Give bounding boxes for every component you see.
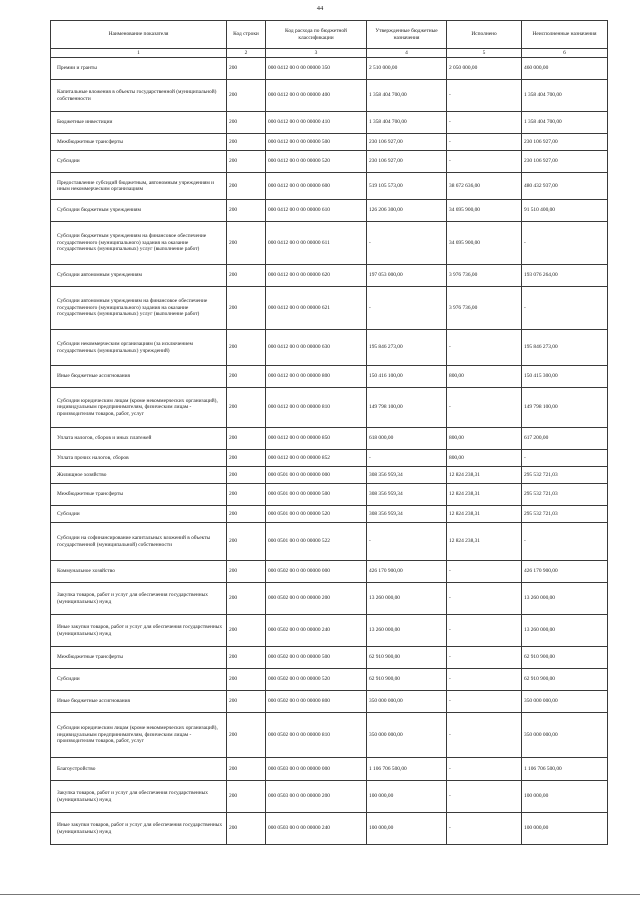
column-number: 1 [51, 49, 227, 58]
cell-line: 200 [227, 758, 266, 781]
table-row [51, 173, 608, 200]
cell-line: 200 [227, 200, 266, 222]
cell-line: 200 [227, 781, 266, 813]
cell-name: Межбюджетные трансферты [51, 647, 227, 669]
cell-approved: 62 910 900,00 [367, 647, 447, 669]
cell-name: Субсидии [51, 506, 227, 523]
cell-executed: - [447, 669, 522, 691]
cell-line: 200 [227, 151, 266, 173]
cell-line: 200 [227, 134, 266, 151]
table-row [51, 287, 608, 330]
cell-code: 000 0412 00 0 00 00000 621 [266, 287, 367, 330]
cell-approved: 1 106 706 500,00 [367, 758, 447, 781]
table-row [51, 615, 608, 647]
column-number: 4 [367, 49, 447, 58]
table-row [51, 691, 608, 713]
cell-line: 200 [227, 450, 266, 467]
column-number: 5 [447, 49, 522, 58]
cell-line: 200 [227, 523, 266, 561]
cell-executed: - [447, 583, 522, 615]
cell-approved: 230 106 927,00 [367, 151, 447, 173]
cell-approved: 197 053 000,00 [367, 265, 447, 287]
table-row [51, 561, 608, 583]
cell-name: Закупка товаров, работ и услуг для обеспечения государственных (муниципальных) нужд [51, 583, 227, 615]
cell-unexecuted: - [522, 523, 608, 561]
cell-approved: 230 106 927,00 [367, 134, 447, 151]
cell-name: Бюджетные инвестиции [51, 112, 227, 134]
cell-executed: 12 824 238,31 [447, 506, 522, 523]
cell-approved: - [367, 287, 447, 330]
cell-name: Субсидии бюджетным учреждениям на финансовое обеспечение государственного (муниципального) задания на оказание государственных (муниципальных) услуг (выполнение работ) [51, 222, 227, 265]
cell-code: 000 0412 00 0 00 00000 800 [266, 366, 367, 388]
table-row [51, 669, 608, 691]
cell-executed: - [447, 691, 522, 713]
table-row [51, 428, 608, 450]
cell-approved: 308 356 959,34 [367, 467, 447, 484]
cell-name: Закупка товаров, работ и услуг для обеспечения государственных (муниципальных) нужд [51, 781, 227, 813]
cell-line: 200 [227, 484, 266, 506]
cell-unexecuted: 150 415 300,00 [522, 366, 608, 388]
table-row [51, 506, 608, 523]
table-row [51, 151, 608, 173]
cell-unexecuted: 62 910 900,00 [522, 669, 608, 691]
cell-name: Премии и гранты [51, 58, 227, 80]
cell-name: Коммунальное хозяйство [51, 561, 227, 583]
table-row [51, 330, 608, 366]
cell-approved: 350 000 000,00 [367, 713, 447, 758]
cell-approved: 150 416 100,00 [367, 366, 447, 388]
column-number: 6 [522, 49, 608, 58]
cell-unexecuted: 195 846 273,00 [522, 330, 608, 366]
cell-line: 200 [227, 691, 266, 713]
cell-executed: - [447, 112, 522, 134]
cell-code: 000 0412 00 0 00 00000 600 [266, 173, 367, 200]
cell-executed: 12 824 238,31 [447, 523, 522, 561]
table-row [51, 200, 608, 222]
cell-executed: 34 695 900,00 [447, 222, 522, 265]
cell-approved: 149 798 100,00 [367, 388, 447, 428]
cell-unexecuted: 230 106 927,00 [522, 151, 608, 173]
table-row [51, 484, 608, 506]
column-number: 3 [266, 49, 367, 58]
cell-line: 200 [227, 647, 266, 669]
cell-approved: 2 510 000,00 [367, 58, 447, 80]
cell-executed: - [447, 134, 522, 151]
cell-code: 000 0501 00 0 00 00000 000 [266, 467, 367, 484]
cell-line: 200 [227, 80, 266, 112]
cell-name: Жилищное хозяйство [51, 467, 227, 484]
cell-line: 200 [227, 58, 266, 80]
cell-line: 200 [227, 583, 266, 615]
cell-code: 000 0501 00 0 00 00000 520 [266, 506, 367, 523]
cell-name: Межбюджетные трансферты [51, 484, 227, 506]
cell-approved: - [367, 450, 447, 467]
cell-executed: 800,00 [447, 428, 522, 450]
cell-code: 000 0503 00 0 00 00000 000 [266, 758, 367, 781]
cell-executed: - [447, 151, 522, 173]
table-row [51, 366, 608, 388]
cell-code: 000 0412 00 0 00 00000 350 [266, 58, 367, 80]
cell-code: 000 0412 00 0 00 00000 611 [266, 222, 367, 265]
cell-approved: 426 170 900,00 [367, 561, 447, 583]
cell-line: 200 [227, 813, 266, 845]
cell-code: 000 0502 00 0 00 00000 500 [266, 647, 367, 669]
cell-code: 000 0412 00 0 00 00000 850 [266, 428, 367, 450]
cell-line: 200 [227, 388, 266, 428]
cell-unexecuted: - [522, 222, 608, 265]
cell-line: 200 [227, 506, 266, 523]
header-expense-code: Код расхода по бюджетной классификации [266, 21, 367, 49]
cell-unexecuted: 193 076 264,00 [522, 265, 608, 287]
table-row [51, 80, 608, 112]
table-row [51, 583, 608, 615]
cell-approved: 13 260 000,00 [367, 615, 447, 647]
cell-line: 200 [227, 669, 266, 691]
table-row [51, 467, 608, 484]
cell-unexecuted: 426 170 900,00 [522, 561, 608, 583]
cell-name: Субсидии [51, 669, 227, 691]
cell-executed: 800,00 [447, 366, 522, 388]
table-row [51, 813, 608, 845]
cell-approved: 195 846 273,00 [367, 330, 447, 366]
table-row [51, 222, 608, 265]
table-row [51, 58, 608, 80]
cell-approved: 100 000,00 [367, 781, 447, 813]
cell-code: 000 0412 00 0 00 00000 630 [266, 330, 367, 366]
cell-line: 200 [227, 265, 266, 287]
cell-unexecuted: 295 532 721,03 [522, 484, 608, 506]
cell-line: 200 [227, 112, 266, 134]
cell-unexecuted: 91 510 400,00 [522, 200, 608, 222]
cell-executed: 38 672 636,00 [447, 173, 522, 200]
cell-line: 200 [227, 366, 266, 388]
column-number-row [51, 49, 608, 58]
header-unexecuted: Неисполненные назначения [522, 21, 608, 49]
cell-name: Субсидии автономным учреждениям [51, 265, 227, 287]
cell-approved: 13 260 000,00 [367, 583, 447, 615]
cell-code: 000 0501 00 0 00 00000 522 [266, 523, 367, 561]
cell-approved: - [367, 523, 447, 561]
cell-line: 200 [227, 615, 266, 647]
cell-code: 000 0502 00 0 00 00000 810 [266, 713, 367, 758]
cell-unexecuted: 1 106 706 500,00 [522, 758, 608, 781]
cell-approved: 1 358 404 700,00 [367, 112, 447, 134]
cell-executed: 3 976 736,00 [447, 265, 522, 287]
cell-executed: - [447, 758, 522, 781]
cell-executed: - [447, 647, 522, 669]
cell-unexecuted: 62 910 900,00 [522, 647, 608, 669]
cell-unexecuted: 100 000,00 [522, 781, 608, 813]
cell-code: 000 0502 00 0 00 00000 240 [266, 615, 367, 647]
cell-unexecuted: - [522, 287, 608, 330]
cell-code: 000 0502 00 0 00 00000 200 [266, 583, 367, 615]
table-row [51, 388, 608, 428]
table-header-row [51, 21, 608, 49]
cell-unexecuted: 1 358 404 700,00 [522, 112, 608, 134]
cell-line: 200 [227, 222, 266, 265]
cell-executed: 12 824 238,31 [447, 484, 522, 506]
cell-executed: 34 695 900,00 [447, 200, 522, 222]
cell-name: Капитальные вложения в объекты государственной (муниципальной) собственности [51, 80, 227, 112]
cell-line: 200 [227, 330, 266, 366]
cell-unexecuted: 350 000 000,00 [522, 713, 608, 758]
cell-executed: - [447, 781, 522, 813]
cell-line: 200 [227, 713, 266, 758]
cell-name: Иные закупки товаров, работ и услуг для обеспечения государственных (муниципальных) нужд [51, 615, 227, 647]
cell-executed: 3 976 736,00 [447, 287, 522, 330]
page-number: 44 [316, 5, 324, 12]
cell-unexecuted: 230 106 927,00 [522, 134, 608, 151]
cell-code: 000 0503 00 0 00 00000 200 [266, 781, 367, 813]
cell-code: 000 0412 00 0 00 00000 400 [266, 80, 367, 112]
cell-name: Уплата налогов, сборов и иных платежей [51, 428, 227, 450]
header-executed: Исполнено [447, 21, 522, 49]
table-body [51, 58, 608, 845]
cell-unexecuted: 13 260 000,00 [522, 583, 608, 615]
cell-name: Субсидии [51, 151, 227, 173]
cell-approved: - [367, 222, 447, 265]
cell-unexecuted: 295 532 721,03 [522, 467, 608, 484]
cell-name: Субсидии бюджетным учреждениям [51, 200, 227, 222]
cell-unexecuted: 480 432 937,00 [522, 173, 608, 200]
cell-name: Иные бюджетные ассигнования [51, 691, 227, 713]
cell-executed: - [447, 388, 522, 428]
cell-executed: 12 824 238,31 [447, 467, 522, 484]
cell-approved: 1 358 404 700,00 [367, 80, 447, 112]
cell-name: Субсидии юридическим лицам (кроме некоммерческих организаций), индивидуальным предпринимателям, физическим лицам - производителям товаров, работ, услуг [51, 713, 227, 758]
cell-name: Иные бюджетные ассигнования [51, 366, 227, 388]
cell-name: Благоустройство [51, 758, 227, 781]
cell-approved: 126 206 300,00 [367, 200, 447, 222]
cell-unexecuted: 617 200,00 [522, 428, 608, 450]
cell-code: 000 0502 00 0 00 00000 520 [266, 669, 367, 691]
cell-code: 000 0502 00 0 00 00000 000 [266, 561, 367, 583]
cell-code: 000 0412 00 0 00 00000 520 [266, 151, 367, 173]
cell-line: 200 [227, 173, 266, 200]
cell-approved: 100 000,00 [367, 813, 447, 845]
table-row [51, 265, 608, 287]
cell-unexecuted: 350 000 000,00 [522, 691, 608, 713]
cell-name: Уплата прочих налогов, сборов [51, 450, 227, 467]
table-row [51, 781, 608, 813]
budget-execution-table [50, 20, 608, 845]
table-row [51, 450, 608, 467]
cell-executed: - [447, 80, 522, 112]
cell-unexecuted: 295 532 721,03 [522, 506, 608, 523]
cell-code: 000 0412 00 0 00 00000 610 [266, 200, 367, 222]
cell-executed: - [447, 813, 522, 845]
header-line-code: Код строки [227, 21, 266, 49]
cell-unexecuted: 460 000,00 [522, 58, 608, 80]
cell-code: 000 0503 00 0 00 00000 240 [266, 813, 367, 845]
table-row [51, 523, 608, 561]
cell-unexecuted: 149 798 100,00 [522, 388, 608, 428]
cell-executed: - [447, 713, 522, 758]
header-indicator-name: Наименование показателя [51, 21, 227, 49]
cell-name: Субсидии на софинансирование капитальных вложений в объекты государственной (муниципальной) собственности [51, 523, 227, 561]
cell-approved: 308 356 959,34 [367, 484, 447, 506]
cell-name: Субсидии автономным учреждениям на финансовое обеспечение государственного (муниципального) задания на оказание государственных (муниципальных) услуг (выполнение работ) [51, 287, 227, 330]
cell-executed: - [447, 561, 522, 583]
cell-code: 000 0502 00 0 00 00000 800 [266, 691, 367, 713]
cell-line: 200 [227, 428, 266, 450]
cell-line: 200 [227, 287, 266, 330]
cell-approved: 62 910 900,00 [367, 669, 447, 691]
cell-executed: - [447, 615, 522, 647]
header-approved: Утвержденные бюджетные назначения [367, 21, 447, 49]
cell-line: 200 [227, 467, 266, 484]
cell-code: 000 0412 00 0 00 00000 620 [266, 265, 367, 287]
cell-code: 000 0412 00 0 00 00000 410 [266, 112, 367, 134]
cell-unexecuted: - [522, 450, 608, 467]
cell-name: Межбюджетные трансферты [51, 134, 227, 151]
cell-approved: 519 105 573,00 [367, 173, 447, 200]
cell-line: 200 [227, 561, 266, 583]
cell-name: Субсидии юридическим лицам (кроме некоммерческих организаций), индивидуальным предпринимателям, физическим лицам - производителям товаров, работ, услуг [51, 388, 227, 428]
cell-code: 000 0412 00 0 00 00000 810 [266, 388, 367, 428]
table-row [51, 134, 608, 151]
cell-executed: 2 050 000,00 [447, 58, 522, 80]
table-row [51, 112, 608, 134]
table-row [51, 758, 608, 781]
cell-code: 000 0412 00 0 00 00000 852 [266, 450, 367, 467]
cell-approved: 350 000 000,00 [367, 691, 447, 713]
cell-name: Субсидии некоммерческим организациям (за исключением государственных (муниципальных) учреждений) [51, 330, 227, 366]
cell-name: Предоставление субсидий бюджетным, автономным учреждениям и иным некоммерческим организациям [51, 173, 227, 200]
cell-unexecuted: 13 260 000,00 [522, 615, 608, 647]
page-bottom-rule [0, 894, 640, 895]
cell-code: 000 0501 00 0 00 00000 500 [266, 484, 367, 506]
cell-executed: - [447, 330, 522, 366]
cell-executed: 800,00 [447, 450, 522, 467]
cell-unexecuted: 100 000,00 [522, 813, 608, 845]
cell-name: Иные закупки товаров, работ и услуг для обеспечения государственных (муниципальных) нужд [51, 813, 227, 845]
table-row [51, 713, 608, 758]
cell-approved: 308 356 959,34 [367, 506, 447, 523]
column-number: 2 [227, 49, 266, 58]
table-row [51, 647, 608, 669]
cell-approved: 618 000,00 [367, 428, 447, 450]
cell-unexecuted: 1 358 404 700,00 [522, 80, 608, 112]
cell-code: 000 0412 00 0 00 00000 500 [266, 134, 367, 151]
